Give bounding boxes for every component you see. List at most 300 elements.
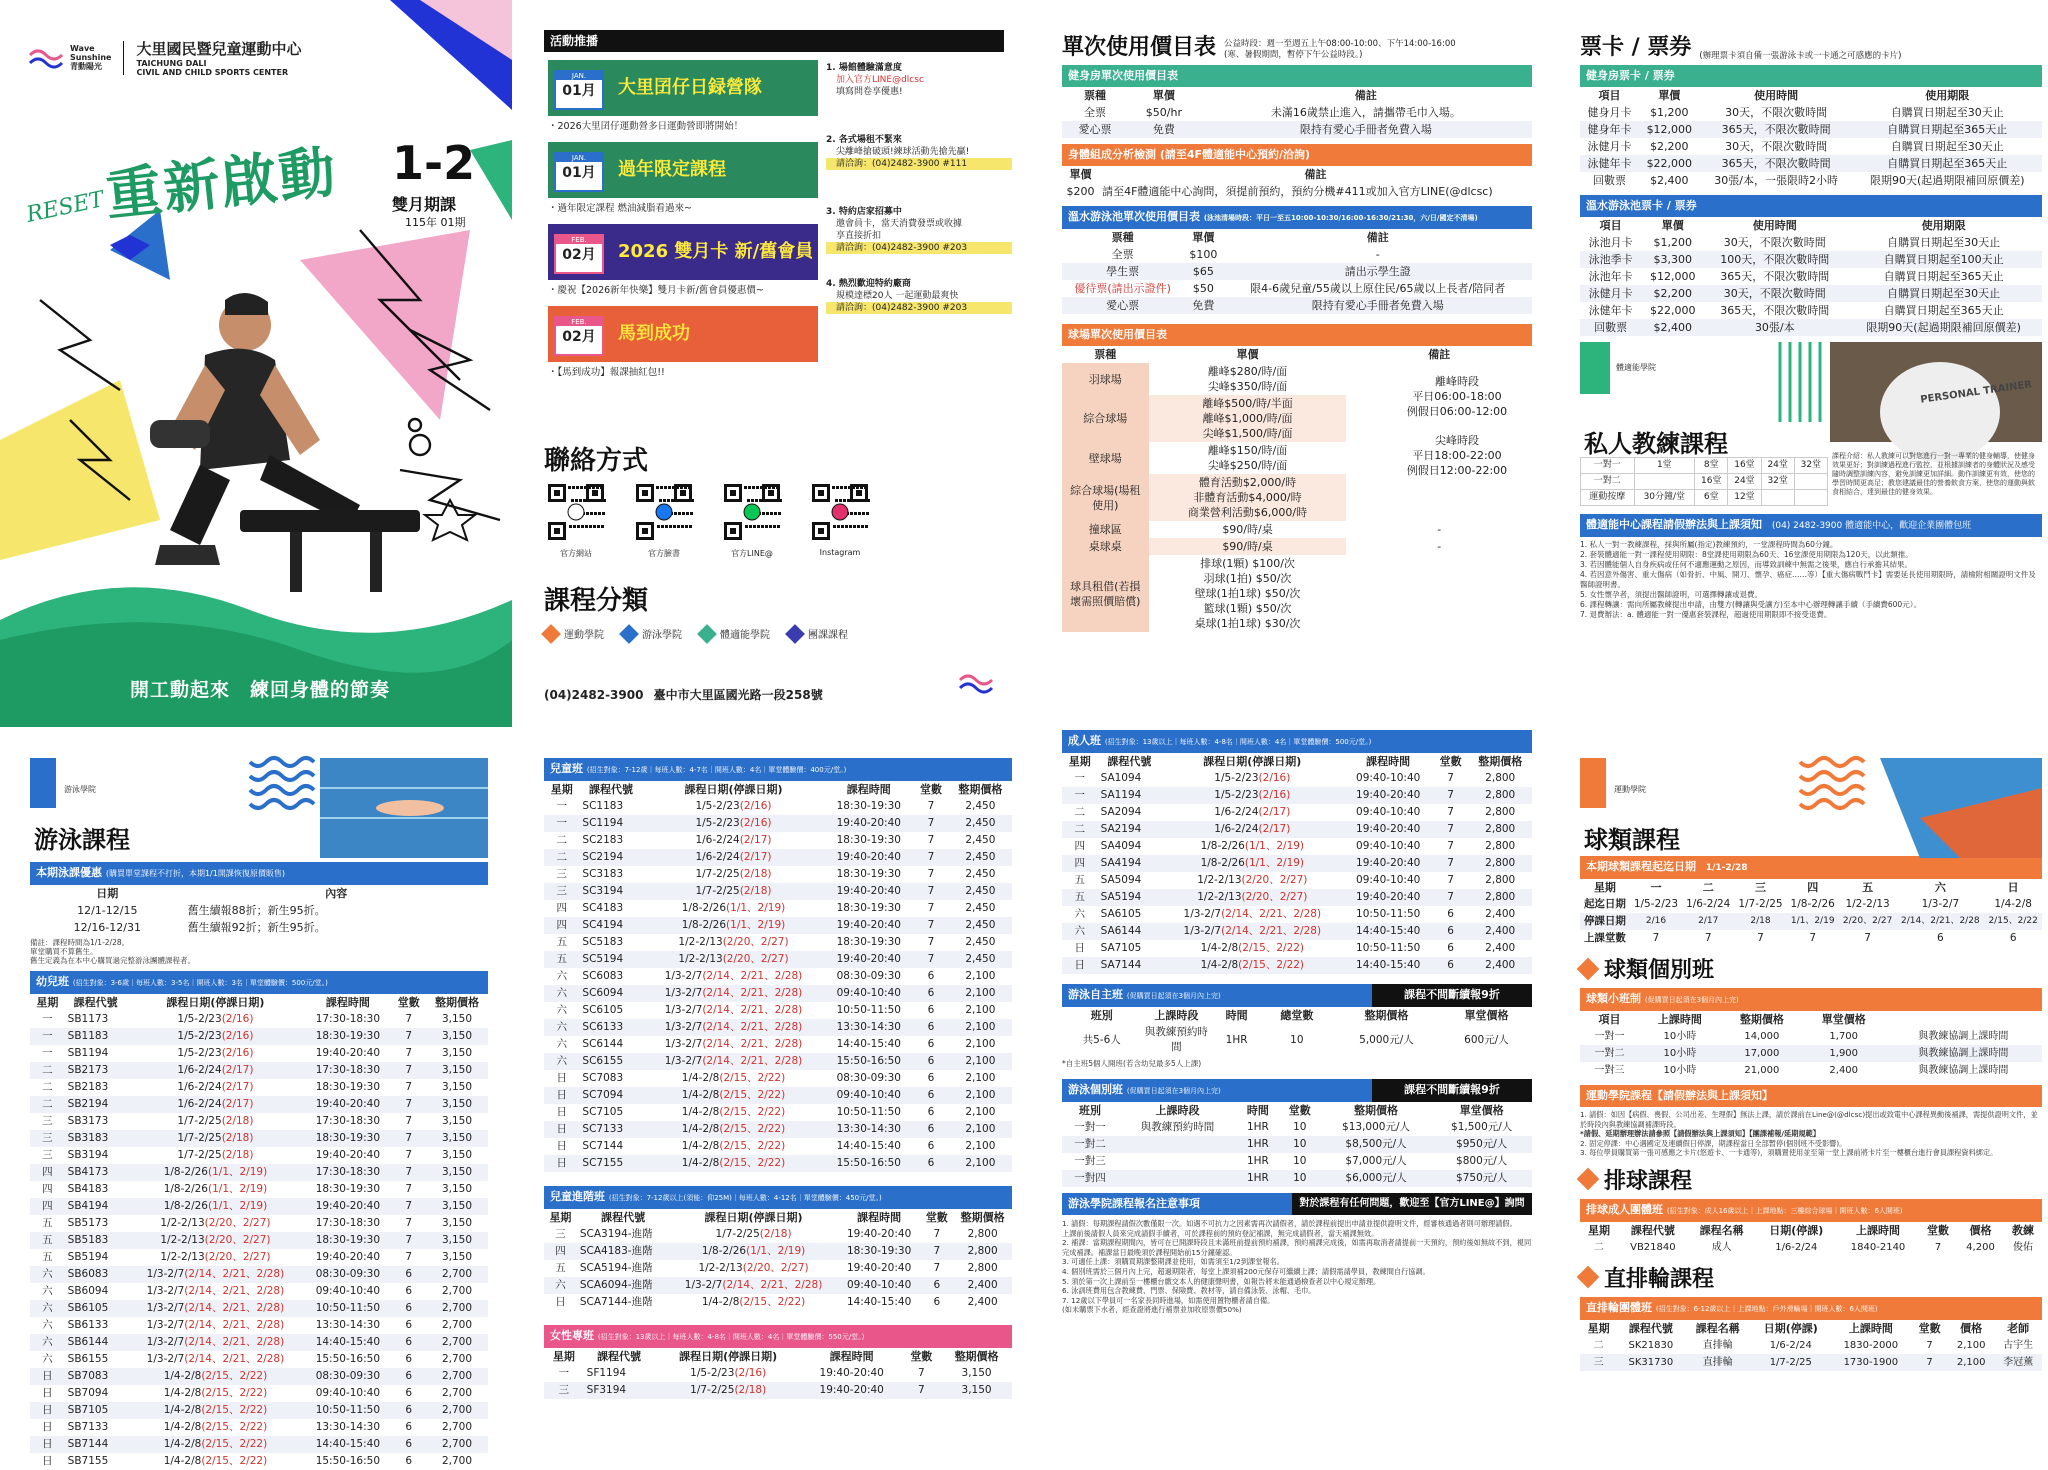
stop-date: (1/1、2/19)	[208, 1183, 268, 1195]
diamond-icon	[1577, 1266, 1600, 1289]
ball-rules	[1580, 1110, 2042, 1158]
weekday-cell: 三	[42, 1149, 53, 1161]
column-header: 項目	[1598, 1013, 1621, 1026]
price-cell: 2,100	[949, 1053, 1012, 1070]
table-cell: VB21840	[1630, 1241, 1676, 1253]
weekday-cell: 二	[30, 1096, 65, 1113]
course-code-cell: SA5094	[1100, 874, 1142, 886]
table-row	[30, 1096, 488, 1113]
activity-banner: 馬到成功	[548, 306, 818, 362]
date-range: 1/2-2/13	[678, 953, 723, 965]
rule-bold: *請假、延期辦理辦法請參照【請假辦法與上課須知】【團課補報/延期規範】	[1580, 1129, 1820, 1139]
table-header-row	[1062, 1102, 1532, 1119]
table-cell: 泳健年卡	[1588, 304, 1633, 317]
stop-date: (2/15、2/22)	[201, 1404, 268, 1416]
column-header: 使用期限	[1921, 219, 1966, 232]
weekday-cell: 六	[1074, 908, 1086, 920]
table-row	[1062, 104, 1532, 121]
course-code-cell: SB4173	[65, 1164, 127, 1181]
price-cell: 2,450	[965, 868, 996, 880]
column-header: 課程名稱	[1699, 1223, 1744, 1237]
price-cell: 2,400	[1468, 923, 1532, 940]
sessions-cell: 6	[391, 1300, 426, 1317]
time-cell: 09:40-10:40	[315, 1387, 380, 1399]
price-cell: 3,150	[441, 1047, 473, 1059]
table-cell: 與教練協調上課時間	[1885, 1045, 2042, 1062]
price-cell: 2,700	[426, 1402, 488, 1419]
date-range: 1/5-2/23	[695, 800, 740, 812]
sessions-cell: 7	[1433, 855, 1469, 872]
sessions-cell: 7	[1447, 806, 1454, 818]
time-cell: 18:30-19:30	[315, 1183, 380, 1195]
pt-title: 私人教練課程	[1584, 430, 1728, 458]
table-cell: 1/6-2/24	[1769, 1339, 1812, 1351]
column-header: 課程日期(停課日期)	[684, 783, 783, 796]
table-row	[30, 1419, 488, 1436]
sessions-cell: 6	[933, 1296, 941, 1308]
price-cell: 2,450	[965, 936, 996, 948]
date-range: 1/3-2/7	[664, 1055, 703, 1067]
stop-date: (2/14、2/21、2/28)	[722, 1279, 823, 1291]
price-cell: 2,700	[441, 1353, 473, 1365]
stop-date: (2/18)	[221, 1132, 254, 1144]
qr-code-icon[interactable]	[634, 482, 694, 542]
weekday-cell: 四	[544, 917, 579, 934]
table-cell: $950元/人	[1431, 1136, 1532, 1153]
table-cell: 泳健月卡	[1580, 285, 1641, 302]
table-cell: $1,500元/人	[1451, 1121, 1513, 1133]
time-cell: 19:40-20:40	[1344, 889, 1433, 906]
table-row	[1062, 957, 1532, 974]
course-date-cell	[127, 1045, 305, 1062]
price-cell: 2,450	[965, 834, 996, 846]
diamond-icon	[1577, 957, 1600, 980]
course-date-cell	[127, 1453, 305, 1470]
table-cell: 30分鐘/堂	[1634, 490, 1695, 506]
table-cell: $6,000元/人	[1321, 1170, 1432, 1187]
note-line: 尖離峰搶破頭!練球活動先搶先贏!	[836, 147, 970, 157]
activities-panel	[544, 30, 1012, 720]
table-row	[1062, 872, 1532, 889]
reg-notes	[1062, 1219, 1532, 1315]
table-cell: 1HR	[1225, 1033, 1248, 1046]
table-cell: 365天，不限次數時間	[1720, 270, 1830, 283]
course-date-cell	[127, 1096, 305, 1113]
qr-block[interactable]	[808, 482, 872, 559]
price-cell: 2,100	[965, 1038, 996, 1050]
stop-date: (1/1、2/19)	[1244, 857, 1305, 869]
price-cell: 3,150	[426, 1130, 488, 1147]
course-date-cell	[127, 1113, 305, 1130]
sessions-cell: 7	[391, 1096, 426, 1113]
table-cell: 泳池年卡	[1588, 270, 1633, 283]
price-cell: 2,100	[965, 970, 996, 982]
table-cell: 2,100	[1948, 1354, 1994, 1371]
table-row	[1062, 246, 1532, 263]
note-line: 7. 12歲以下學員可一名家長同時進場，如需使用置物櫃者請自備。	[1062, 1295, 1275, 1305]
table-cell: 限4-6歲兒童/55歲以上原住民/65歲以上長者/陪同者	[1250, 282, 1506, 295]
table-row	[30, 1385, 488, 1402]
table-row	[544, 1104, 1012, 1121]
column-header: 五	[1862, 881, 1874, 894]
date-range: 1/8-2/26	[681, 919, 727, 931]
table-cell: 30天，不限次數時間	[1725, 106, 1828, 119]
time-cell: 18:30-19:30	[838, 1243, 921, 1260]
sessions-cell: 7	[391, 1062, 426, 1079]
table-row	[1062, 923, 1532, 940]
table-cell: $50	[1192, 282, 1214, 295]
table-row	[30, 1453, 488, 1470]
sessions-cell: 7	[913, 951, 948, 968]
qr-code-icon[interactable]	[722, 482, 782, 542]
table-row	[1580, 285, 2042, 302]
time-cell: 19:40-20:40	[315, 1047, 380, 1059]
weekday-cell: 日	[544, 1087, 579, 1104]
date-range: 1/2-2/13	[1197, 891, 1242, 903]
table-cell: 14,000	[1744, 1031, 1780, 1042]
ball-panel	[1580, 758, 2042, 1448]
table-row	[30, 1283, 488, 1300]
qr-code-icon[interactable]	[546, 482, 606, 542]
category-item	[544, 626, 604, 641]
table-row	[1062, 889, 1532, 906]
sessions-cell: 7	[405, 1183, 413, 1195]
sessions-cell: 7	[1433, 821, 1469, 838]
sessions-cell: 7	[927, 902, 935, 914]
column-header: 課程時間	[1366, 755, 1411, 768]
column-header: 日期	[96, 887, 119, 900]
time-cell: 19:40-20:40	[824, 849, 913, 866]
table-cell: 365天，不限次數時間	[1720, 304, 1830, 317]
table-cell: 直排輪	[1685, 1354, 1751, 1371]
column-header: 上課時間	[1848, 1321, 1893, 1335]
stop-date: (2/15、2/22)	[719, 1106, 786, 1118]
table-cell: 運動按摩	[1581, 490, 1635, 506]
month-en: JAN.	[556, 72, 602, 80]
sessions-cell: 7	[927, 800, 935, 812]
gym-price-header: 健身房單次使用價目表	[1062, 65, 1532, 87]
price-cell: 2,800	[967, 1262, 998, 1274]
price-line: 離峰$280/時/面	[1207, 365, 1288, 378]
column-header: 單價	[1236, 348, 1259, 361]
table-cell: 4,200	[1966, 1241, 1995, 1253]
course-date-cell	[669, 1260, 838, 1277]
sessions-cell: 7	[1433, 787, 1469, 804]
center-en2: CIVIL AND CHILD SPORTS CENTER	[136, 68, 289, 77]
phone[interactable]: (04)2482-3900	[544, 688, 644, 702]
weekday-cell: 二	[42, 1081, 53, 1093]
stop-date: (2/14、2/21、2/28)	[184, 1336, 285, 1348]
column-header: 課程日期(停課日期)	[704, 1211, 803, 1224]
sessions-cell: 6	[913, 1019, 948, 1036]
date-range: 1/4-2/8	[681, 1072, 720, 1084]
table-row	[30, 1147, 488, 1164]
table-cell: 健身月卡	[1587, 106, 1632, 119]
table-row	[544, 1226, 1012, 1243]
course-code-cell: SC7083	[582, 1072, 624, 1084]
time-cell: 18:30-19:30	[304, 1232, 391, 1249]
price-cell: 2,100	[965, 1004, 996, 1016]
price-cell: 3,150	[441, 1115, 473, 1127]
price-line: 離峰$1,000/時/面	[1202, 412, 1293, 425]
court-price-header: 球場單次使用價目表	[1062, 324, 1532, 346]
course-code-cell: SB2194	[65, 1096, 127, 1113]
time-cell: 19:40-20:40	[1344, 821, 1433, 838]
table-cell: 6	[2009, 932, 2017, 944]
column-header: 整期價格	[960, 1211, 1005, 1224]
table-cell: $1,200	[1653, 236, 1693, 249]
table-cell: 起迄日期	[1583, 898, 1626, 910]
ind-title-row	[1580, 953, 2042, 984]
facebook-icon	[656, 504, 672, 520]
qr-label: 官方臉書	[648, 549, 680, 558]
course-date-cell	[643, 866, 825, 883]
course-date-cell	[127, 1436, 305, 1453]
table-cell: 1830-2000	[1843, 1339, 1899, 1351]
table-cell: 限期90天(起過期限補回原價差)	[1845, 319, 2042, 336]
date-range: 1/4-2/8	[163, 1455, 202, 1467]
table-cell: 回數票	[1580, 319, 1641, 336]
weekday-cell: 二	[544, 849, 579, 866]
sessions-cell: 6	[1433, 957, 1469, 974]
time-cell: 15:50-16:50	[824, 1053, 913, 1070]
table-row	[544, 1053, 1012, 1070]
column-header: 單堂價格	[1464, 1009, 1509, 1022]
table-cell: 10小時	[1663, 1031, 1697, 1042]
course-date-cell	[669, 1226, 838, 1243]
table-cell: 1/8-2/26	[1790, 898, 1835, 910]
table-cell: 一對一	[1581, 458, 1635, 474]
qr-block[interactable]	[720, 482, 784, 559]
promo-table	[30, 885, 488, 936]
course-code-cell: SB5183	[65, 1232, 127, 1249]
peak-line: 例假日06:00-12:00	[1406, 405, 1508, 418]
time-cell: 18:30-19:30	[836, 902, 901, 914]
activity-note	[826, 134, 1012, 170]
activity-caption: ・過年限定課程 燃油減脂看過來~	[548, 203, 692, 214]
qr-block[interactable]	[632, 482, 696, 559]
price-cell: 2,400	[1485, 908, 1516, 920]
weekday-cell: 一	[544, 815, 579, 832]
table-cell: 2/17	[1682, 913, 1734, 930]
column-header: 單價	[1152, 89, 1175, 102]
time-cell: 08:30-09:30	[836, 970, 901, 982]
date-range: 1/2-2/13	[160, 1251, 205, 1263]
table-row	[544, 1243, 1012, 1260]
peak-line: 尖峰時段	[1435, 434, 1479, 447]
pt-badge: PERSONAL TRAINER	[1919, 379, 2033, 406]
table-row	[30, 1436, 488, 1453]
table-header-row	[544, 1209, 1012, 1226]
price-cell: 2,800	[953, 1243, 1012, 1260]
table-row	[544, 900, 1012, 917]
course-code-cell: SB1173	[67, 1013, 109, 1025]
course-date-cell	[1161, 940, 1343, 957]
column-header: 課程日期(停課日期)	[679, 1350, 778, 1363]
sessions-cell: 7	[391, 1130, 426, 1147]
table-row	[544, 934, 1012, 951]
table-cell	[1634, 474, 1695, 490]
price-cell: 3,150	[426, 1164, 488, 1181]
time-cell: 14:40-15:40	[1344, 957, 1433, 974]
price-cell: 2,700	[426, 1334, 488, 1351]
pool-ticket-table	[1580, 217, 2042, 336]
sessions-cell: 6	[405, 1285, 413, 1297]
time-cell: 14:40-15:40	[304, 1436, 391, 1453]
center-en1: TAICHUNG DALI	[136, 59, 207, 68]
table-row	[544, 1019, 1012, 1036]
sessions-cell: 6	[927, 1072, 935, 1084]
course-code-cell: SC6155	[579, 1053, 642, 1070]
table-cell: $750元/人	[1431, 1170, 1532, 1187]
course-code-cell: SC1194	[579, 815, 642, 832]
table-row	[30, 1011, 488, 1028]
table-cell: 2/15、2/22	[1984, 913, 2042, 930]
course-code-cell: SA6144	[1098, 923, 1162, 940]
vb-header: 排球成人團體班 (招生對象：成人16歲以上｜上課地點：三樓綜合球場｜開班人數：6人開班)	[1580, 1199, 2042, 1222]
pt-desc: 課程介紹：私人教練可以對您進行一對一專業的健身輔導，使健身效果更好；對訓練過程進行監控，並根據訓練者的身體狀況及感受隨時調整訓練內容，避免訓練更加詳細。動作訓練更有效，使您的學習時間更高足；教您建議最佳的營養飲食方案，使您的運動與飲食相結合，達到最佳的健身效果。	[1832, 452, 2035, 496]
weekday-cell: 四	[30, 1198, 65, 1215]
course-date-cell	[127, 1062, 305, 1079]
table-row	[30, 1300, 488, 1317]
date-range: 1/4-2/8	[681, 1106, 720, 1118]
table-header-row	[1062, 1007, 1532, 1024]
table-cell: 10	[1279, 1136, 1321, 1153]
course-date-cell	[643, 1036, 825, 1053]
weekday-cell: 三	[544, 883, 579, 900]
course-date-cell	[127, 1147, 305, 1164]
column-header: 堂數	[397, 996, 420, 1009]
stop-date: (2/14、2/21、2/28)	[702, 987, 803, 999]
table-header-row	[1580, 1222, 2042, 1239]
course-date-cell	[643, 917, 825, 934]
rule-line: 7. 退費辦法：a. 體適能一對一優惠套裝課程，超過使用期限即不接受退費。	[1580, 610, 1832, 619]
note-line: 填寫問卷享優惠!	[836, 87, 903, 97]
ball-date-table	[1580, 879, 2042, 947]
time-cell: 13:30-14:30	[315, 1319, 380, 1331]
course-code-cell: SB7133	[67, 1421, 109, 1433]
table-header-row	[1062, 166, 1532, 183]
sessions-cell: 7	[391, 1164, 426, 1181]
table-cell: $2,400	[1641, 319, 1704, 336]
ball-ind-title: 球類個別班	[1604, 958, 1715, 983]
table-cell: 12/16-12/31	[73, 921, 141, 934]
contact-line	[544, 686, 823, 703]
sessions-cell: 6	[927, 1038, 935, 1050]
weekday-cell: 日	[42, 1421, 53, 1433]
sessions-cell: 7	[927, 936, 935, 948]
weekday-cell: 四	[30, 1164, 65, 1181]
weekday-cell: 六	[544, 1019, 579, 1036]
price-cell: 2,450	[949, 883, 1012, 900]
weekday-cell: 六	[30, 1334, 65, 1351]
price-cell: 2,400	[1485, 942, 1516, 954]
course-code-cell: SF1194	[586, 1367, 627, 1379]
course-code-cell: SC2194	[579, 849, 642, 866]
date-range: 1/4-2/8	[681, 1089, 720, 1101]
table-cell: 未滿16歲禁止進入，請攜帶毛巾入場。	[1270, 106, 1461, 119]
stop-date: (2/15、2/22)	[719, 1140, 786, 1152]
weekday-cell: 三	[30, 1130, 65, 1147]
weekday-cell: 六	[556, 1038, 567, 1050]
table-cell: 限持有愛心手冊者免費入場	[1223, 297, 1532, 314]
table-row	[1580, 251, 2042, 268]
weekday-cell: 六	[1062, 923, 1098, 940]
venue-cell: 壁球場	[1062, 442, 1149, 474]
table-cell: 1/3-2/7	[1921, 898, 1960, 910]
qr-row	[544, 482, 872, 559]
table-row	[544, 798, 1012, 815]
price-title: 單次使用價目表	[1062, 35, 1217, 60]
table-header-row	[30, 885, 488, 902]
individual-class-table	[1062, 1102, 1532, 1187]
activity-note	[826, 206, 1012, 254]
table-cell: 30張/本	[1704, 319, 1845, 336]
weekday-cell: 六	[30, 1266, 65, 1283]
table-cell: 10小時	[1639, 1045, 1721, 1062]
table-cell: $50/hr	[1145, 106, 1182, 119]
stop-date: (1/1、2/19)	[1244, 840, 1305, 852]
weekday-cell: 六	[544, 1053, 579, 1070]
table-cell: 二	[1593, 1339, 1604, 1351]
table-cell: 1/5-2/23	[1633, 898, 1679, 910]
qr-code-icon[interactable]	[810, 482, 870, 542]
time-cell: 15:50-16:50	[315, 1353, 380, 1365]
table-row	[1062, 121, 1532, 138]
date-range: 1/3-2/7	[664, 1021, 703, 1033]
pt-table	[1580, 457, 1828, 506]
reset-label: RESET	[24, 187, 107, 228]
venue-cell: 羽球場	[1062, 363, 1149, 395]
price-cell: 2,800	[1485, 874, 1516, 886]
table-row	[1580, 319, 2042, 336]
weekday-cell: 六	[556, 970, 567, 982]
date-range: 1/3-2/7	[1183, 908, 1222, 920]
course-code-cell: SA2094	[1100, 806, 1142, 818]
table-cell: $2,200	[1650, 140, 1689, 153]
note-line: 備註：課程時間為1/1-2/28。	[30, 938, 130, 947]
price-cell: 2,450	[949, 917, 1012, 934]
category-label: 游泳學院	[642, 630, 682, 641]
venue-price-cell	[1149, 395, 1347, 442]
date-range: 1/3-2/7	[664, 987, 703, 999]
price-cell: 2,700	[441, 1455, 473, 1467]
time-cell: 19:40-20:40	[1344, 855, 1433, 872]
course-code-cell: SC6105	[582, 1004, 624, 1016]
child-class-table	[544, 781, 1012, 1172]
date-range: 1/3-2/7	[684, 1279, 723, 1291]
course-date-cell	[643, 832, 825, 849]
note-line: 1. 請假：每期課程請假次數僅限一次。如遇不可抗力之因素需再次請假者，請於課程前提出申請並提供證明文件，經審核通過者則可辦理請假。	[1062, 1219, 1517, 1228]
time-cell: 09:40-10:40	[1356, 806, 1421, 818]
stop-date: (2/20、2/27)	[742, 1262, 809, 1274]
time-cell: 19:40-20:40	[824, 917, 913, 934]
stop-date: (1/1、2/19)	[208, 1200, 268, 1212]
sessions-cell: 6	[391, 1266, 426, 1283]
course-date-cell	[643, 1087, 825, 1104]
date-range: 1/3-2/7	[1183, 925, 1222, 937]
table-cell: 32堂	[1761, 474, 1794, 490]
column-header: 二	[1702, 881, 1714, 894]
column-header: 課程代號	[601, 1211, 646, 1224]
course-date-cell	[654, 1365, 801, 1382]
peak-hours	[1382, 374, 1532, 478]
course-date-cell	[127, 1181, 305, 1198]
qr-block[interactable]	[544, 482, 608, 559]
weekday-cell: 二	[1074, 806, 1086, 818]
date-range: 1/7-2/25	[177, 1115, 222, 1127]
column-header: 課程名稱	[1695, 1321, 1740, 1335]
